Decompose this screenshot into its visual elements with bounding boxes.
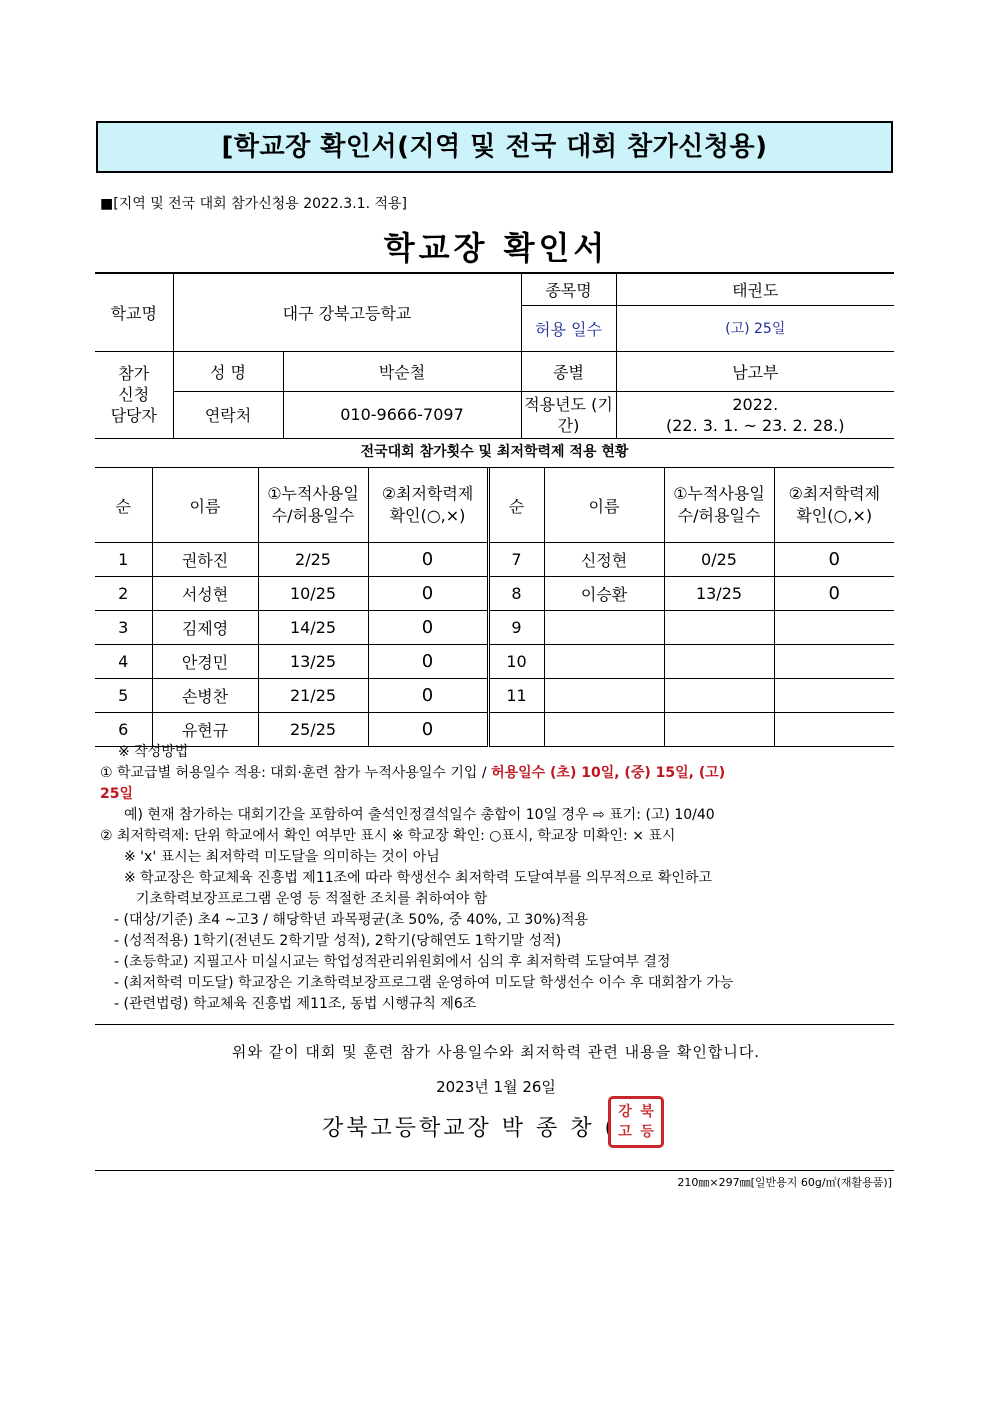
cell-name: 권하진 xyxy=(152,543,258,577)
cell-name: 김제영 xyxy=(152,611,258,645)
cell-usage xyxy=(664,679,774,713)
table-caption: 전국대회 참가횟수 및 최저학력제 적용 현황 xyxy=(95,437,894,468)
cell-no: 10 xyxy=(488,645,544,679)
cell-usage xyxy=(664,645,774,679)
contact-label: 연락처 xyxy=(173,391,283,438)
cell-name: 이승환 xyxy=(544,577,664,611)
allowed-days-label: 허용 일수 xyxy=(521,305,616,351)
cell-check: 0 xyxy=(368,577,488,611)
cell-no: 1 xyxy=(95,543,152,577)
allowed-days-value: (고) 25일 xyxy=(616,305,894,351)
header-academic: ②최저학력제 확인(○,×) xyxy=(774,468,894,543)
cell-usage: 25/25 xyxy=(258,713,368,747)
header-no: 순 xyxy=(95,468,152,543)
apply-year-cell xyxy=(616,391,894,438)
cell-no: 8 xyxy=(488,577,544,611)
cell-check xyxy=(774,611,894,645)
apply-year-label: 적용년도 (기간) xyxy=(521,391,616,438)
stats-table xyxy=(95,467,894,747)
cell-check xyxy=(774,645,894,679)
note-2: ② 최저학력제: 단위 학교에서 확인 여부만 표시 ※ 학교장 확인: ○표시, 학교장 미확인: × 표시 xyxy=(100,828,676,844)
cell-no: 4 xyxy=(95,645,152,679)
cell-check: 0 xyxy=(774,577,894,611)
cell-name: 서성현 xyxy=(152,577,258,611)
event-value: 태권도 xyxy=(616,273,894,305)
cell-usage: 0/25 xyxy=(664,543,774,577)
cell-no: 6 xyxy=(95,713,152,747)
subheading: ■[지역 및 전국 대회 참가신청용 2022.3.1. 적용] xyxy=(100,196,407,212)
cell-no: 9 xyxy=(488,611,544,645)
cell-check: 0 xyxy=(774,543,894,577)
name-label: 성 명 xyxy=(173,351,283,391)
cell-usage: 10/25 xyxy=(258,577,368,611)
cell-name xyxy=(544,645,664,679)
detail-1: - (대상/기준) 초4 ~고3 / 해당학년 과목평균(초 50%, 중 40%, 고 30%)적용 xyxy=(114,912,589,928)
note-2-sub2b: 기초학력보장프로그램 운영 등 적절한 조치를 취하여야 함 xyxy=(136,891,488,907)
cell-usage: 13/25 xyxy=(258,645,368,679)
cell-no: 11 xyxy=(488,679,544,713)
note-1-example: 예) 현재 참가하는 대회기간을 포함하여 출석인정결석일수 총합이 10일 경우 ⇨ 표기: (고) 10/40 xyxy=(124,807,715,823)
note-1-highlight: 허용일수 (초) 10일, (중) 15일, (고) xyxy=(491,765,726,781)
contact-value: 010-9666-7097 xyxy=(283,391,521,438)
note-2-sub1: ※ 'x' 표시는 최저학력 미도달을 의미하는 것이 아님 xyxy=(124,849,440,865)
table-row xyxy=(95,645,894,679)
header-academic: ②최저학력제 확인(○,×) xyxy=(368,468,488,543)
apply-period-value: (22. 3. 1. ~ 23. 2. 28.) xyxy=(665,415,845,435)
cell-check: 0 xyxy=(368,543,488,577)
table-row xyxy=(95,611,894,645)
banner-title: [학교장 확인서(지역 및 전국 대회 참가신청용) xyxy=(96,121,893,173)
name-value: 박순철 xyxy=(283,351,521,391)
cell-name xyxy=(544,611,664,645)
header-name: 이름 xyxy=(152,468,258,543)
note-2-sub2: ※ 학교장은 학교체육 진흥법 제11조에 따라 학생선수 최저학력 도달여부를 의무적으로 확인하고 xyxy=(124,870,712,886)
divider xyxy=(95,1024,894,1025)
principal-signature: 강북고등학교장 박 종 창 ( xyxy=(322,1116,617,1141)
cell-name: 안경민 xyxy=(152,645,258,679)
cell-check: 0 xyxy=(368,679,488,713)
notes-section xyxy=(100,742,900,1015)
cell-check: 0 xyxy=(368,645,488,679)
table-row xyxy=(95,577,894,611)
cell-no: 2 xyxy=(95,577,152,611)
issue-date: 2023년 1월 26일 xyxy=(436,1078,556,1096)
cell-usage: 2/25 xyxy=(258,543,368,577)
header-usage: ①누적사용일수/허용일수 xyxy=(664,468,774,543)
document-title: 학교장 확인서 xyxy=(383,229,609,267)
table-row xyxy=(95,543,894,577)
detail-4: - (최저학력 미도달) 학교장은 기초학력보장프로그램 운영하여 미도달 학생선수 이수 후 대회참가 가능 xyxy=(114,975,734,991)
apply-year-value: 2022. xyxy=(732,394,779,414)
cell-check: 0 xyxy=(368,713,488,747)
cell-usage: 13/25 xyxy=(664,577,774,611)
note-1-highlight-cont: 25일 xyxy=(100,786,134,802)
confirm-statement: 위와 같이 대회 및 훈련 참가 사용일수와 최저학력 관련 내용을 확인합니다. xyxy=(231,1043,761,1061)
category-label: 종별 xyxy=(521,351,616,391)
cell-no: 7 xyxy=(488,543,544,577)
cell-name: 유현규 xyxy=(152,713,258,747)
table-row xyxy=(95,679,894,713)
cell-usage: 21/25 xyxy=(258,679,368,713)
divider xyxy=(95,1170,894,1171)
header-name: 이름 xyxy=(544,468,664,543)
school-value: 대구 강북고등학교 xyxy=(173,273,521,351)
cell-check xyxy=(774,679,894,713)
applicant-label: 참가 신청 담당자 xyxy=(95,351,173,438)
event-label: 종목명 xyxy=(521,273,616,305)
header-no: 순 xyxy=(488,468,544,543)
cell-usage xyxy=(664,611,774,645)
note-1 xyxy=(100,763,900,784)
cell-usage: 14/25 xyxy=(258,611,368,645)
paper-spec-footer: 210㎜×297㎜[일반용지 60g/㎡(재활용품)] xyxy=(677,1176,892,1189)
official-seal-icon: 강 북 고 등 xyxy=(608,1096,664,1148)
cell-name: 신정현 xyxy=(544,543,664,577)
cell-name xyxy=(544,679,664,713)
header-usage: ①누적사용일수/허용일수 xyxy=(258,468,368,543)
detail-5: - (관련법령) 학교체육 진흥법 제11조, 동법 시행규칙 제6조 xyxy=(114,996,477,1012)
cell-name: 손병찬 xyxy=(152,679,258,713)
notes-heading: ※ 작성방법 xyxy=(118,744,189,760)
detail-3: - (초등학교) 지필고사 미실시교는 학업성적관리위원회에서 심의 후 최저학력 도달여부 결정 xyxy=(114,954,671,970)
cell-no: 5 xyxy=(95,679,152,713)
category-value: 남고부 xyxy=(616,351,894,391)
cell-no: 3 xyxy=(95,611,152,645)
info-table xyxy=(95,272,894,439)
school-label: 학교명 xyxy=(95,273,173,351)
note-1-text: ① 학교급별 허용일수 적용: 대회·훈련 참가 누적사용일수 기입 / xyxy=(100,765,492,781)
cell-check: 0 xyxy=(368,611,488,645)
detail-2: - (성적적용) 1학기(전년도 2학기말 성적), 2학기(당해연도 1학기말 성적) xyxy=(114,933,562,949)
